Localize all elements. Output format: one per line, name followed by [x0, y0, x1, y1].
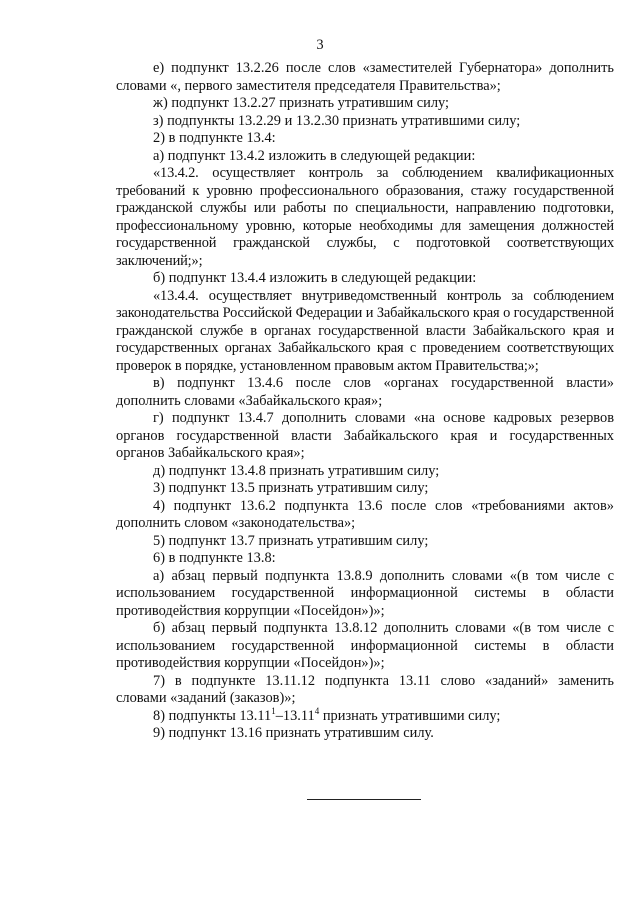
- paragraph-13-2-27: ж) подпункт 13.2.27 признать утратившим силу;: [153, 95, 450, 111]
- item8-superscript-4: 4: [314, 705, 320, 716]
- item8-prefix: 8) подпункты 13.11: [153, 707, 272, 724]
- paragraph-13-4-2-intro: а) подпункт 13.4.2 изложить в следующей редакции:: [153, 147, 476, 164]
- page-number: 3: [316, 37, 324, 53]
- paragraph-item-2: 2) в подпункте 13.4:: [153, 130, 276, 146]
- paragraph-item-5: 5) подпункт 13.7 признать утратившим силу;: [153, 532, 429, 549]
- paragraph-item-4: 4) подпункт 13.6.2 подпункта 13.6 после слов «требованиями актов» дополнить словом «законодательства»;: [116, 497, 614, 531]
- paragraph-13-2-29: з) подпункты 13.2.29 и 13.2.30 признать утратившими силу;: [153, 112, 521, 129]
- paragraph-item-6: 6) в подпункте 13.8:: [153, 550, 276, 566]
- document-body: [116, 60, 614, 743]
- item8-dash: –13.11: [275, 707, 315, 724]
- paragraph-item-8: [116, 705, 614, 726]
- paragraph-item-9: 9) подпункт 13.16 признать утратившим силу.: [153, 725, 434, 741]
- closing-divider: [307, 799, 421, 800]
- paragraph-13-8-12: б) абзац первый подпункта 13.8.12 дополнить словами «(в том числе с использованием государственной информационной системы в области противодействия коррупции «Посейдон»)»;: [116, 620, 614, 671]
- paragraph-item-3: 3) подпункт 13.5 признать утратившим силу;: [153, 480, 429, 496]
- paragraph-13-4-4-text: «13.4.4. осуществляет внутриведомственный контроль за соблюдением законодательства Российской Федерации и Забайкальского края о государственной гражданской службе в органах государственной власти Забайкальского края и государственных органах Забайкальского края с проведением соответствующих проверок в порядке, установленном правовым актом Правительства;»;: [116, 287, 614, 374]
- paragraph-item-7: 7) в подпункте 13.11.12 подпункта 13.11 слово «заданий» заменить словами «заданий (заказов)»;: [116, 672, 614, 706]
- paragraph-13-4-4-intro: б) подпункт 13.4.4 изложить в следующей редакции:: [153, 270, 477, 286]
- paragraph-13-4-7: г) подпункт 13.4.7 дополнить словами «на основе кадровых резервов органов государственной власти Забайкальского края и государственных органов Забайкальского края»;: [116, 410, 614, 461]
- paragraph-13-4-6: в) подпункт 13.4.6 после слов «органах государственной власти» дополнить словами «Забайкальского края»;: [116, 375, 614, 409]
- paragraph-13-4-2-text: «13.4.2. осуществляет контроль за соблюдением квалификационных требований к уровню профессионального образования, стажу государственной гражданской службы или работы по специальности, направлению подготовки, профессиональному уровню, которые необходимы для замещения должностей государственной гражданской службы, с подготовкой соответствующих заключений;»;: [116, 165, 614, 269]
- paragraph-13-2-26: е) подпункт 13.2.26 после слов «заместителей Губернатора» дополнить словами «, первого заместителя председателя Правительства»;: [116, 60, 614, 94]
- item8-suffix: признать утратившими силу;: [319, 707, 501, 724]
- item8-superscript-1: 1: [271, 705, 276, 716]
- paragraph-13-4-8: д) подпункт 13.4.8 признать утратившим силу;: [153, 462, 440, 479]
- paragraph-13-8-9: а) абзац первый подпункта 13.8.9 дополнить словами «(в том числе с использованием государственной информационной системы в области противодействия коррупции «Посейдон»)»;: [116, 567, 614, 619]
